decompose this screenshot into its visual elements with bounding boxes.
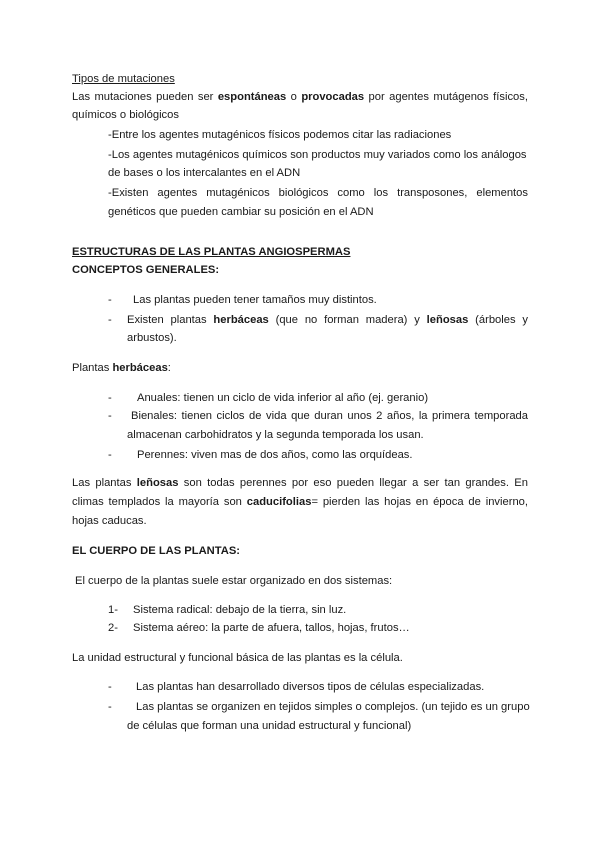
list-number-1: 1-: [108, 604, 118, 616]
section-title-mutaciones: Tipos de mutaciones: [72, 73, 175, 85]
mutaciones-item-quimicos-line2: de bases o los intercalantes en el ADN: [108, 167, 301, 179]
lenosas-paragraph-line2: climas templados la mayoría son caducifolias= pierden las hojas en época de invierno,: [72, 496, 528, 508]
mutaciones-item-quimicos-line1: -Los agentes mutagénicos químicos son productos muy variados como los análogos: [108, 149, 527, 161]
bullet-dash: -: [108, 410, 112, 422]
mutaciones-item-biologicos-line2: genéticos que pueden cambiar su posición en el ADN: [108, 206, 374, 218]
conceptos-bullet-herbaceas-lenosas: Existen plantas herbáceas (que no forman madera) y leñosas (árboles y: [127, 314, 528, 326]
lenosas-paragraph-line3: hojas caducas.: [72, 515, 147, 527]
bullet-dash: -: [108, 314, 112, 326]
mutaciones-item-biologicos-line1: -Existen agentes mutagénicos biológicos como los transposones, elementos: [108, 187, 528, 199]
cuerpo-bullet-tejidos-line1: Las plantas se organizen en tejidos simples o complejos. (un tejido es un grupo: [136, 701, 530, 713]
bullet-dash: -: [108, 701, 112, 713]
list-number-2: 2-: [108, 622, 118, 634]
mutaciones-item-fisicos: -Entre los agentes mutagénicos físicos podemos citar las radiaciones: [108, 129, 452, 141]
bullet-dash: -: [108, 294, 112, 306]
herbaceas-item-bienales-line2: almacenan carbohidratos y la segunda temporada los usan.: [127, 429, 424, 441]
conceptos-bullet-tamanos: Las plantas pueden tener tamaños muy distintos.: [133, 294, 377, 306]
cuerpo-sistema-radical: Sistema radical: debajo de la tierra, sin luz.: [133, 604, 347, 616]
cuerpo-unidad-celula: La unidad estructural y funcional básica de las plantas es la célula.: [72, 652, 403, 664]
mutaciones-intro-line2: químicos o biológicos: [72, 109, 179, 121]
bullet-dash: -: [108, 449, 112, 461]
herbaceas-item-bienales-line1: Bienales: tienen ciclos de vida que duran unos 2 años, la primera temporada: [131, 410, 528, 422]
herbaceas-label: Plantas herbáceas:: [72, 362, 171, 374]
cuerpo-bullet-celulas: Las plantas han desarrollado diversos tipos de células especializadas.: [136, 681, 485, 693]
bullet-dash: -: [108, 681, 112, 693]
mutaciones-intro-line1: Las mutaciones pueden ser espontáneas o provocadas por agentes mutágenos físicos,: [72, 91, 528, 103]
herbaceas-item-anuales: Anuales: tienen un ciclo de vida inferior al año (ej. geranio): [137, 392, 429, 404]
subheading-conceptos-generales: CONCEPTOS GENERALES:: [72, 264, 220, 276]
lenosas-paragraph-line1: Las plantas leñosas son todas perennes por eso pueden llegar a ser tan grandes. En: [72, 477, 528, 489]
cuerpo-bullet-tejidos-line2: de células que forman una unidad estructural y funcional): [127, 720, 412, 732]
cuerpo-sistema-aereo: Sistema aéreo: la parte de afuera, tallos, hojas, frutos…: [133, 622, 410, 634]
section-heading-cuerpo: EL CUERPO DE LAS PLANTAS:: [72, 545, 241, 557]
section-heading-estructuras: ESTRUCTURAS DE LAS PLANTAS ANGIOSPERMAS: [72, 246, 351, 258]
herbaceas-item-perennes: Perennes: viven mas de dos años, como las orquídeas.: [137, 449, 413, 461]
bullet-dash: -: [108, 392, 112, 404]
cuerpo-intro: El cuerpo de la plantas suele estar organizado en dos sistemas:: [75, 575, 393, 587]
conceptos-bullet-herbaceas-lenosas-line2: arbustos).: [127, 332, 177, 344]
